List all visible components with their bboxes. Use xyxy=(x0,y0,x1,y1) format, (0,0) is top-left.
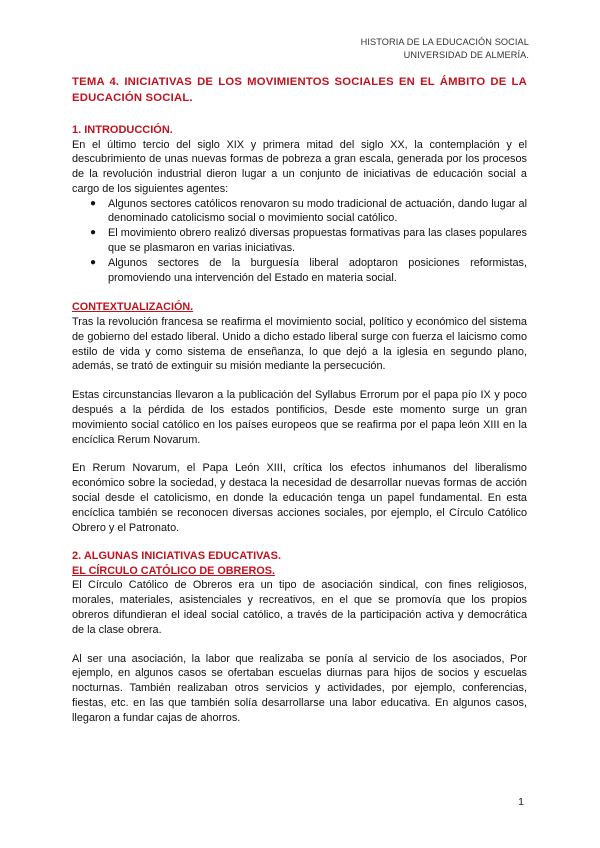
page-content xyxy=(72,75,527,726)
circulo-paragraph: Al ser una asociación, la labor que realizaba se ponía al servicio de los asociados, Por ejemplo, en algunos casos se ofertaban escuelas diurnas para hijos de socios y escuelas nocturnas. También realizaban otros servicios y actividades, por ejemplo, conferencias, fiestas, etc. en las que también solía desarrollarse una labor educativa. En algunos casos, llegaron a fundar cajas de ahorros. xyxy=(72,652,527,724)
bullet-icon: ● xyxy=(90,197,97,209)
subheading-contextualizacion: CONTEXTUALIZACIÓN. xyxy=(72,301,194,314)
subheading-circulo-catolico: EL CÍRCULO CATÓLICO DE OBREROS. xyxy=(72,564,275,577)
list-item: ● El movimiento obrero realizó diversas propuestas formativas para las clases populares que se plasmaron en varias iniciativas. xyxy=(90,227,527,255)
list-item: ● Algunos sectores católicos renovaron su modo tradicional de actuación, dando lugar al denominado catolicismo social o movimiento social católico. xyxy=(90,197,527,225)
running-header xyxy=(361,36,529,61)
bullet-icon: ● xyxy=(90,227,97,239)
header-course: HISTORIA DE LA EDUCACIÓN SOCIAL xyxy=(360,37,529,47)
agents-list xyxy=(72,197,527,286)
document-title: TEMA 4. INICIATIVAS DE LOS MOVIMIENTOS SOCIALES EN EL ÁMBITO DE LA EDUCACIÓN SOCIAL. xyxy=(72,76,527,104)
section-heading-introduccion: 1. INTRODUCCIÓN. xyxy=(72,124,173,136)
page-number: 1 xyxy=(518,796,524,808)
context-paragraph: Estas circunstancias llevaron a la publicación del Syllabus Errorum por el papa pío IX y poco después a la pérdida de los estados pontificios, Desde este momento surge un gran movimiento social católico en los países europeos que se reafirma por el papa león XIII en la encíclica Rerum Novarum. xyxy=(72,389,527,446)
header-university: UNIVERSIDAD DE ALMERÍA. xyxy=(403,49,529,60)
intro-paragraph: En el último tercio del siglo XIX y primera mitad del siglo XX, la contemplación y el descubrimiento de unas nuevas formas de pobreza a gran escala, generada por los procesos de la revolución industrial dieron lugar a un conjunto de iniciativas de educación social a cargo de los siguientes agentes: xyxy=(72,138,527,195)
context-paragraph: Tras la revolución francesa se reafirma el movimiento social, político y económico del sistema de gobierno del estado liberal. Unido a dicho estado liberal surge con fuerza el laicismo como estilo de vida y como sistema de enseñanza, lo que dejó a la iglesia en segundo plano, además, se trató de extinguir su misión mediante la persecución. xyxy=(72,315,527,373)
circulo-paragraph: El Círculo Católico de Obreros era un tipo de asociación sindical, con fines religiosos, morales, materiales, asistenciales y recreativos, en el que se promovía que los propios obreros difundieran el ideal social católico, a través de la participación activa y democrática de la clase obrera. xyxy=(72,579,527,636)
bullet-icon: ● xyxy=(90,256,97,268)
context-paragraph: En Rerum Novarum, el Papa León XIII, crítica los efectos inhumanos del liberalismo económico sobre la sociedad, y destaca la necesidad de desarrollar nuevas formas de acción social desde el catolicismo, en donde la educación tenga un papel fundamental. En esta encíclica también se reconocen diversas acciones sociales, por ejemplo, el Círculo Católico Obrero y el Patronato. xyxy=(72,462,527,534)
list-item: ● Algunos sectores de la burguesía liberal adoptaron posiciones reformistas, promoviendo una intervención del Estado en materia social. xyxy=(90,256,527,284)
section-heading-iniciativas: 2. ALGUNAS INICIATIVAS EDUCATIVAS. xyxy=(72,550,282,563)
